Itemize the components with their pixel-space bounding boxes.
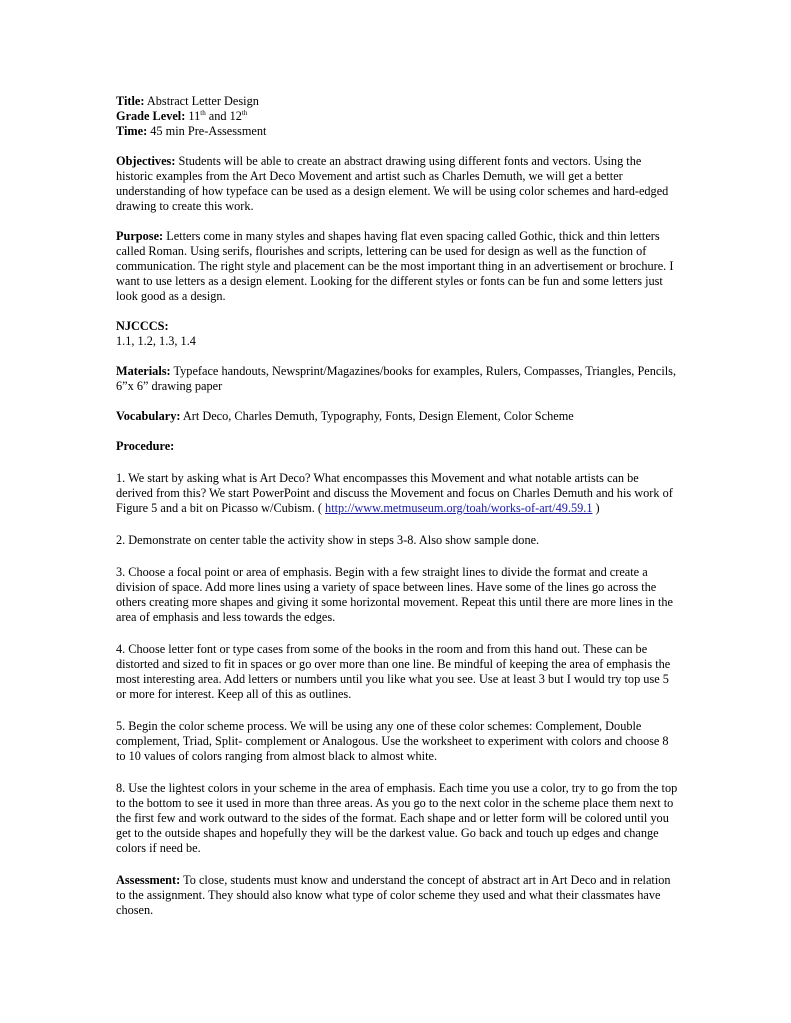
procedure-label: Procedure: (116, 439, 175, 453)
step-1-text: 1. We start by asking what is Art Deco? What encompasses this Movement and what notable artists can be derived from this? We start PowerPoint and discuss the Movement and focus on Charles Demuth and his work of Figure 5 and a bit on Picasso w/Cubism. ( (116, 471, 673, 515)
title-value: Abstract Letter Design (146, 94, 259, 108)
purpose-text: Letters come in many styles and shapes having flat even spacing called Gothic, thick and thin letters called Roman. Using serifs, flourishes and scripts, lettering can be used for design as well as the function of communication. The right style and placement can be the most important thing in an advertisement or brochure. I want to use letters as a design element. Looking for the different styles or fonts can be fun and some letters just look good as a design. (116, 229, 674, 303)
grade-a-suffix: th (200, 108, 206, 117)
materials-paragraph (116, 364, 678, 394)
objectives-text: Students will be able to create an abstract drawing using different fonts and vectors. Using the historic examples from the Art Deco Movement and artist such as Charles Demuth, we will get a better understanding of how typeface can be used as a design element. We will be using color schemes and hard-edged drawing to create this work. (116, 154, 669, 213)
grade-b-suffix: th (241, 108, 248, 117)
njcccs-label: NJCCCS: (116, 319, 169, 333)
grade-a: 11 (188, 109, 201, 123)
grade-b: 12 (229, 109, 242, 123)
procedure-step-4: 4. Choose letter font or type cases from some of the books in the room and from this hand out. These can be distorted and sized to fit in spaces or go over more than one line. Be mindful of keeping the area of emphasis the most interesting area. Add letters or numbers until you like what you see. Use at least 3 but I would try top use 5 or more for interest. Keep all of this as outlines. (116, 642, 671, 701)
materials-label: Materials: (116, 364, 171, 378)
njcccs-text: 1.1, 1.2, 1.3, 1.4 (116, 334, 196, 348)
procedure-step-1 (116, 471, 678, 516)
vocabulary-paragraph (116, 409, 678, 424)
title-label: Title: (116, 94, 145, 108)
materials-text: Typeface handouts, Newsprint/Magazines/books for examples, Rulers, Compasses, Triangles, Pencils, 6”x 6” drawing paper (116, 364, 677, 393)
time-label: Time: (116, 124, 148, 138)
grade-level-line (116, 109, 678, 124)
assessment-text: To close, students must know and understand the concept of abstract art in Art Deco and in relation to the assignment. They should also know what type of color scheme they used and what their classmates have chosen. (116, 873, 671, 917)
procedure-step-5: 5. Begin the color scheme process. We will be using any one of these color schemes: Complement, Double complement, Triad, Split- complement or Analogous. Use the worksheet to experiment with colors and choose 8 to 10 values of colors ranging from almost black to almost white. (116, 719, 669, 763)
assessment-paragraph (116, 873, 678, 918)
procedure-step-2: 2. Demonstrate on center table the activity show in steps 3-8. Also show sample done. (116, 533, 540, 547)
procedure-step-3: 3. Choose a focal point or area of emphasis. Begin with a few straight lines to divide the format and create a division of space. Add more lines using a variety of space between lines. Have some of the lines go across the others creating more shapes and giving it some horizontal movement. Repeat this until there are more lines in the area of emphasis and less towards the edges. (116, 565, 673, 624)
step-1-end: ) (595, 501, 600, 515)
time-line (116, 124, 678, 139)
time-value: 45 min Pre-Assessment (150, 124, 267, 138)
procedure-step-8: 8. Use the lightest colors in your scheme in the area of emphasis. Each time you use a color, try to go from the top to the bottom to see it used in more than three areas. As you go to the next color in the scheme place them next to the first few and work outward to the sides of the format. Each shape and or letter form will be colored until you get to the outside shapes and hopefully they will be the darkest value. Go back and touch up edges and change colors if need be. (116, 781, 678, 855)
objectives-paragraph (116, 154, 678, 214)
grade-level-label: Grade Level: (116, 109, 186, 123)
purpose-paragraph (116, 229, 678, 304)
grade-and: and (208, 109, 227, 123)
vocabulary-text: Art Deco, Charles Demuth, Typography, Fonts, Design Element, Color Scheme (182, 409, 574, 423)
purpose-label: Purpose: (116, 229, 164, 243)
vocabulary-label: Vocabulary: (116, 409, 181, 423)
objectives-label: Objectives: (116, 154, 176, 168)
assessment-label: Assessment: (116, 873, 181, 887)
document-page (116, 94, 678, 918)
metmuseum-link[interactable]: http://www.metmuseum.org/toah/works-of-art/49.59.1 (325, 501, 593, 515)
title-line (116, 94, 678, 109)
